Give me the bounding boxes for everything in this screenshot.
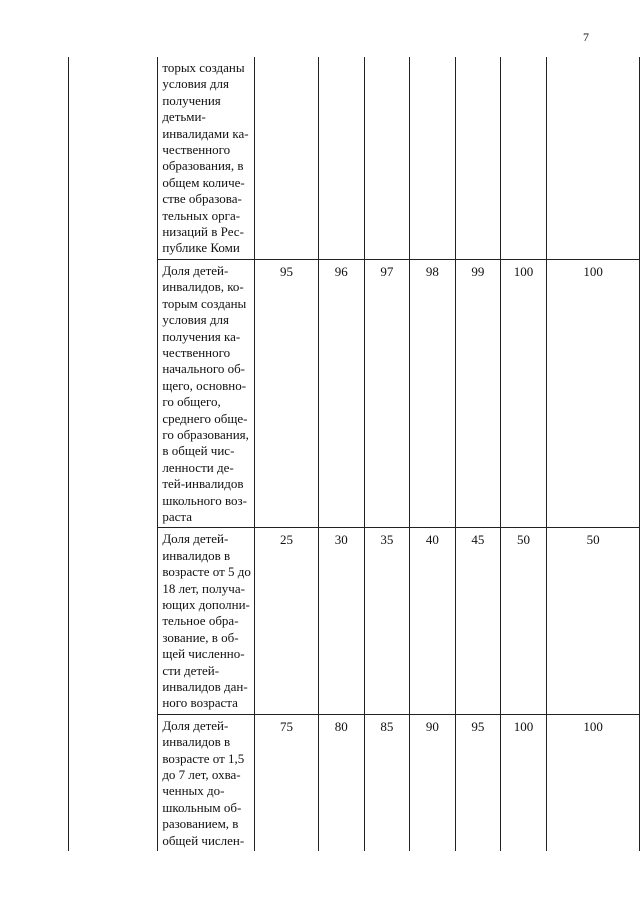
indicator-value: 96	[318, 259, 364, 528]
indicator-description	[158, 714, 255, 851]
table-row	[69, 57, 640, 259]
indicator-value: 97	[364, 259, 409, 528]
description-line: чественного	[162, 344, 231, 360]
description-line: возрасте от 1,5	[162, 750, 245, 766]
indicator-description	[158, 57, 255, 259]
indicator-value	[255, 57, 318, 259]
indicator-value: 25	[255, 528, 318, 714]
indicator-value: 30	[318, 528, 364, 714]
description-line: инвалидами ка-	[162, 125, 249, 141]
description-line: Доля детей-	[162, 531, 229, 547]
description-line: инвалидов, ко-	[162, 279, 244, 295]
description-line: публике Коми	[162, 240, 240, 256]
indicator-value	[409, 57, 455, 259]
indicator-description	[158, 259, 255, 528]
description-line: тельное обра-	[162, 613, 239, 629]
description-line: щей численно-	[162, 646, 245, 662]
description-line: го общего,	[162, 394, 221, 410]
description-line: инвалидов дан-	[162, 679, 248, 695]
indicator-value: 100	[500, 714, 546, 851]
description-line: общем количе-	[162, 174, 245, 190]
indicator-value: 100	[547, 259, 640, 528]
indicator-value	[364, 57, 409, 259]
indicator-value: 98	[409, 259, 455, 528]
indicator-value: 99	[455, 259, 500, 528]
page-number: 7	[583, 30, 589, 44]
indicator-value: 45	[455, 528, 500, 714]
description-line: образования, в	[162, 158, 244, 174]
description-line: торым созданы	[162, 295, 247, 311]
description-line: получения	[162, 92, 221, 108]
description-line: до 7 лет, охва-	[162, 767, 241, 783]
indicator-value: 95	[455, 714, 500, 851]
indicator-value	[455, 57, 500, 259]
description-line: ченных до-	[162, 783, 225, 799]
indicator-value: 40	[409, 528, 455, 714]
description-line: детьми-	[162, 109, 206, 125]
indicator-value	[500, 57, 546, 259]
description-line: низаций в Рес-	[162, 224, 244, 240]
description-line: ного возраста	[162, 695, 238, 711]
description-line: стве образова-	[162, 191, 242, 207]
empty-first-column	[69, 57, 158, 851]
indicator-value: 35	[364, 528, 409, 714]
description-line: возрасте от 5 до	[162, 564, 251, 580]
description-line: инвалидов в	[162, 734, 231, 750]
indicator-value: 95	[255, 259, 318, 528]
indicator-value: 90	[409, 714, 455, 851]
description-line: тельных орга-	[162, 207, 241, 223]
indicator-value: 75	[255, 714, 318, 851]
description-line: сти детей-	[162, 662, 220, 678]
description-line: начального об-	[162, 361, 246, 377]
description-line: получения ка-	[162, 328, 241, 344]
description-line: школьным об-	[162, 799, 242, 815]
description-line: ющих дополни-	[162, 597, 250, 612]
description-line: условия для	[162, 76, 229, 92]
description-line: зование, в об-	[162, 629, 239, 645]
description-line: в общей чис-	[162, 443, 235, 459]
description-line: Доля детей-	[162, 262, 229, 278]
description-line: условия для	[162, 312, 229, 328]
description-line: разованием, в	[162, 816, 239, 832]
description-line: среднего обще-	[162, 410, 248, 426]
description-line: Доля детей-	[162, 717, 229, 733]
table-body	[69, 57, 640, 851]
description-line: щего, основно-	[162, 377, 247, 393]
description-line: чественного	[162, 142, 231, 158]
indicator-value: 50	[547, 528, 640, 714]
description-line: общей числен-	[162, 832, 245, 848]
description-line: го образования,	[162, 426, 249, 442]
indicator-value: 85	[364, 714, 409, 851]
indicator-value: 100	[500, 259, 546, 528]
indicator-value	[318, 57, 364, 259]
description-line: инвалидов в	[162, 547, 231, 563]
indicator-value	[547, 57, 640, 259]
description-line: ленности де-	[162, 459, 234, 475]
description-line: 18 лет, получа-	[162, 580, 245, 596]
indicator-value: 100	[547, 714, 640, 851]
description-line: раста	[162, 508, 192, 524]
description-line: торых созданы	[162, 60, 245, 75]
description-line: школьного воз-	[162, 492, 247, 508]
indicator-value: 50	[500, 528, 546, 714]
description-line: тей-инвалидов	[162, 476, 244, 492]
indicators-table	[68, 57, 640, 851]
indicator-value: 80	[318, 714, 364, 851]
indicator-description	[158, 528, 255, 714]
